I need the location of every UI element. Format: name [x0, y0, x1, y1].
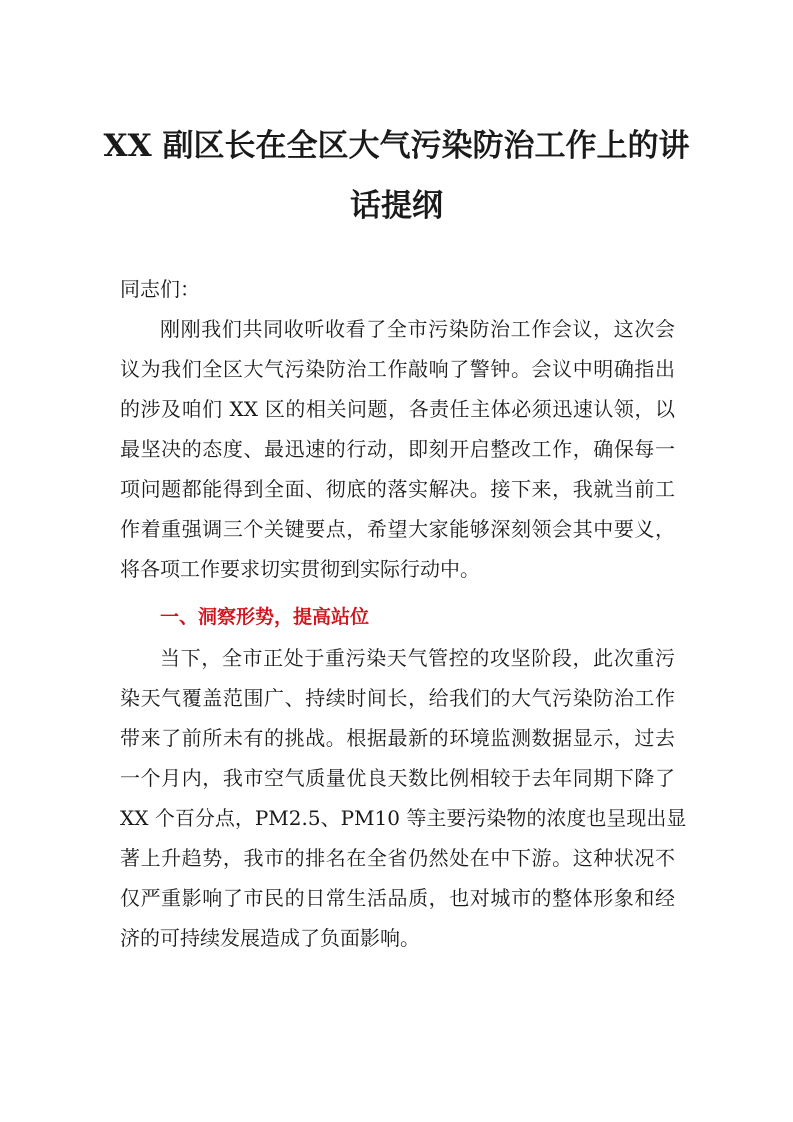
- paragraph-line: 议为我们全区大气污染防治工作敲响了警钟。会议中明确指出: [120, 357, 675, 381]
- paragraph-intro: [120, 309, 675, 589]
- paragraph-line: 著上升趋势，我市的排名在全省仍然处在中下游。这种状况不: [120, 846, 675, 870]
- paragraph-line: 一个月内，我市空气质量优良天数比例相较于去年同期下降了: [120, 766, 675, 790]
- paragraph-line: 带来了前所未有的挑战。根据最新的环境监测数据显示，过去: [120, 726, 675, 750]
- document-title: [100, 116, 693, 236]
- paragraph-line: 当下，全市正处于重污染天气管控的攻坚阶段，此次重污: [160, 646, 675, 670]
- paragraph-line: 项问题都能得到全面、彻底的落实解决。接下来，我就当前工: [120, 477, 675, 501]
- paragraph-line: 作着重强调三个关键要点，希望大家能够深刻领会其中要义，: [120, 517, 675, 541]
- paragraph-line: 染天气覆盖范围广、持续时间长，给我们的大气污染防治工作: [120, 686, 675, 710]
- paragraph-line: 仅严重影响了市民的日常生活品质，也对城市的整体形象和经: [120, 886, 675, 910]
- section-heading: 一、洞察形势，提高站位: [160, 606, 370, 628]
- paragraph-line: 将各项工作要求切实贯彻到实际行动中。: [120, 557, 480, 581]
- title-line-1: XX 副区长在全区大气污染防治工作上的讲: [103, 128, 690, 164]
- salutation: 同志们：: [120, 277, 200, 301]
- paragraph-line: 的涉及咱们 XX 区的相关问题，各责任主体必须迅速认领，以: [120, 397, 675, 421]
- paragraph-line: 济的可持续发展造成了负面影响。: [120, 926, 420, 950]
- paragraph-line: 刚刚我们共同收听收看了全市污染防治工作会议，这次会: [160, 317, 675, 341]
- paragraph-situation: [120, 638, 687, 958]
- title-line-2: 话提纲: [350, 188, 443, 224]
- paragraph-line: 最坚决的态度、最迅速的行动，即刻开启整改工作，确保每一: [120, 437, 675, 461]
- paragraph-line: XX 个百分点，PM2.5、PM10 等主要污染物的浓度也呈现出显: [120, 806, 687, 830]
